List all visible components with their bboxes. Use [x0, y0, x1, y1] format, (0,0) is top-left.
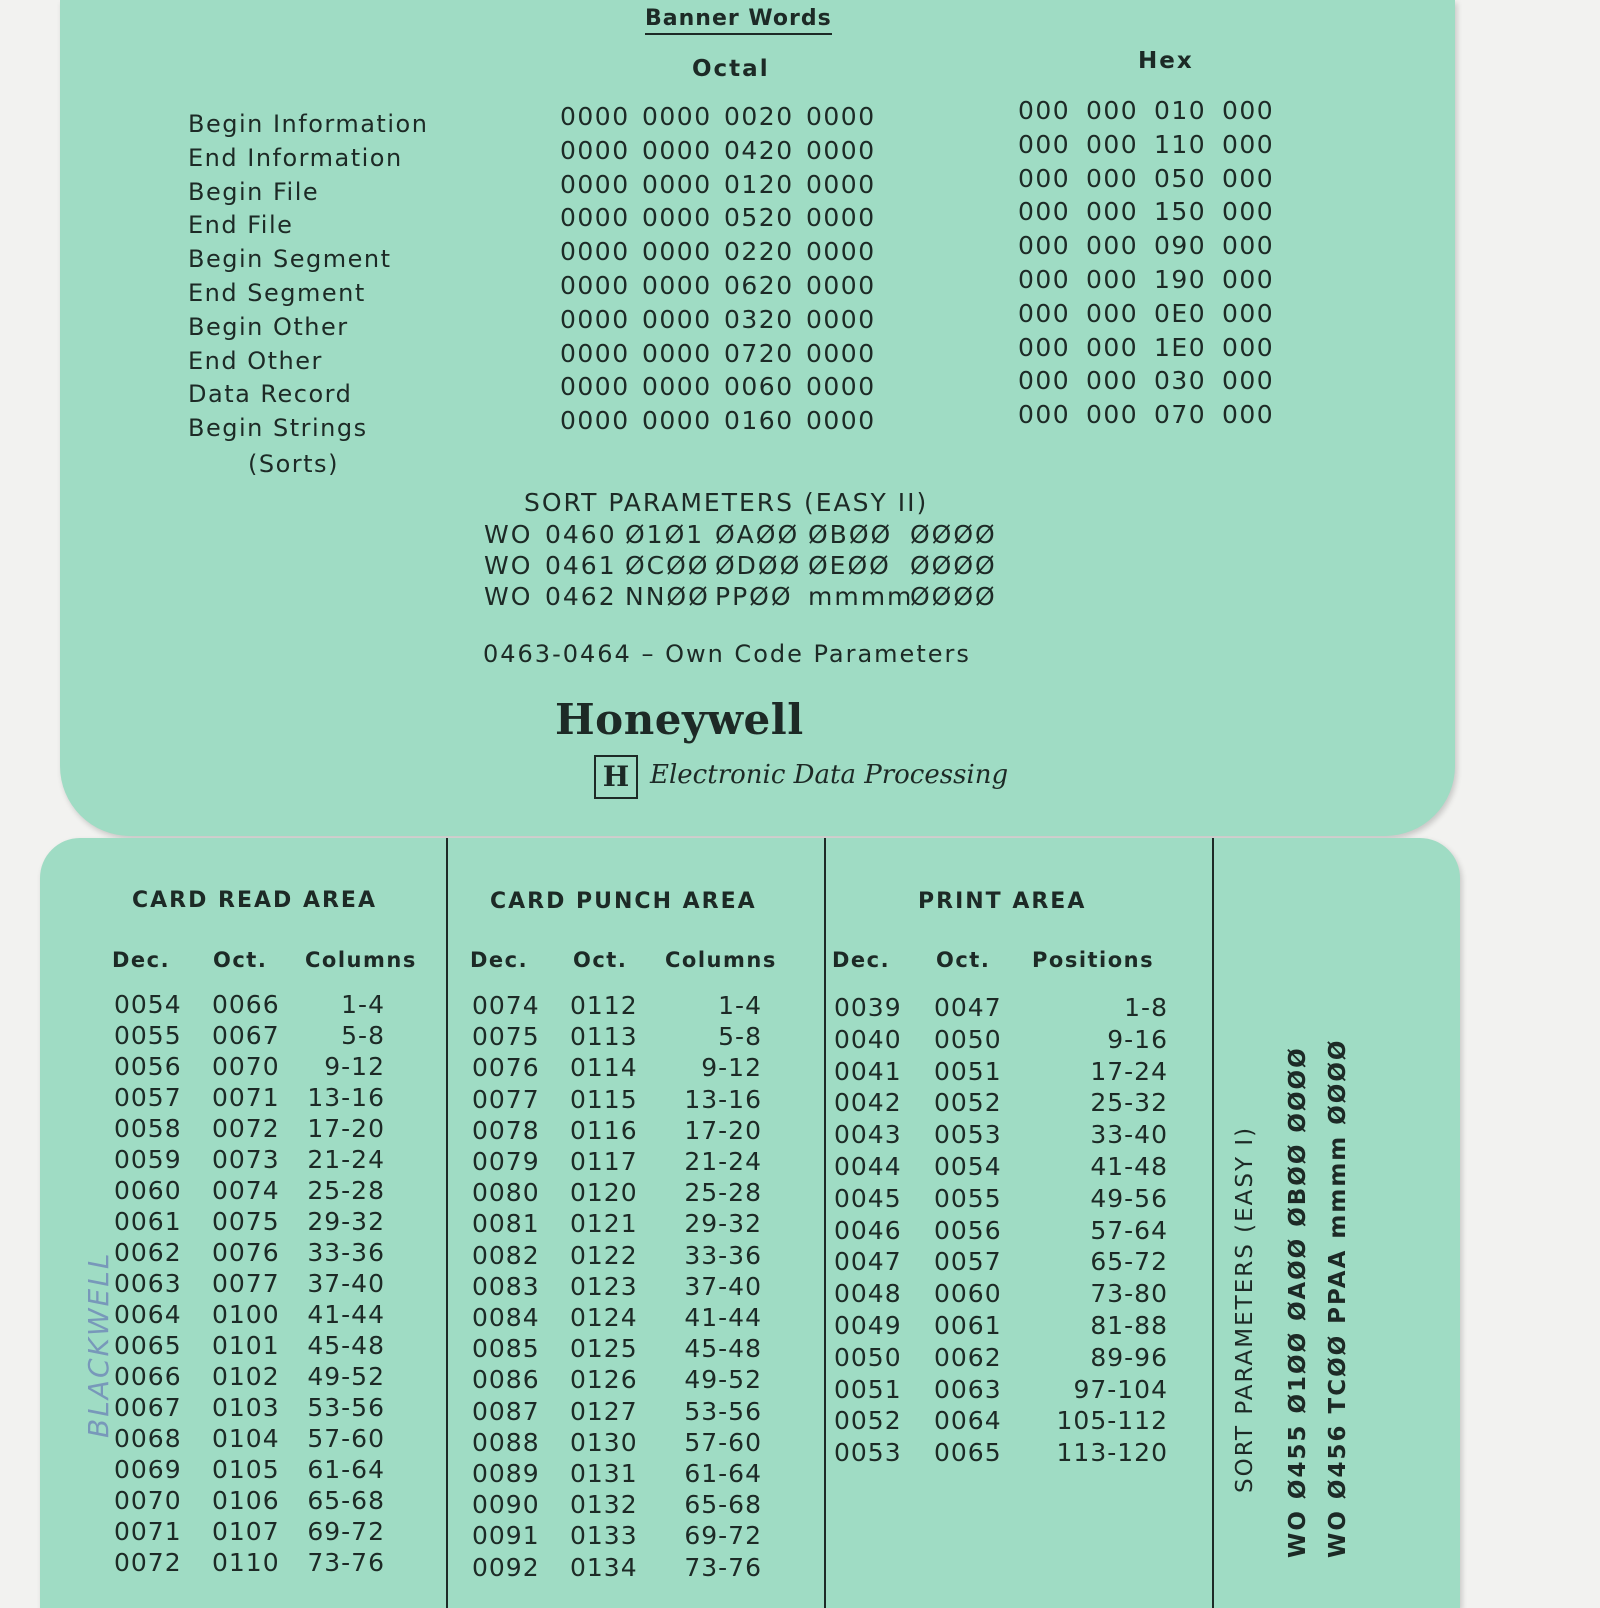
- card_punch-cell: 57-60: [684, 1427, 762, 1457]
- octal-value: 0000: [806, 304, 876, 334]
- card_punch-cell: 0125: [570, 1334, 638, 1364]
- card_punch-cell: 0075: [472, 1022, 540, 1052]
- print_area-cell: 73-80: [1090, 1279, 1168, 1309]
- card_read-cell: 25-28: [307, 1176, 385, 1205]
- print_area-cell: 0051: [934, 1056, 1002, 1086]
- hex-header: Hex: [1138, 48, 1194, 74]
- card_read-cell: 0107: [212, 1517, 280, 1546]
- card_punch-cell: 65-68: [684, 1490, 762, 1520]
- card_read-cell: 0104: [212, 1424, 280, 1453]
- print_area-cell: 0063: [934, 1374, 1002, 1404]
- card_punch-cell: 0078: [472, 1115, 540, 1145]
- card_read-cell: 0068: [114, 1424, 182, 1453]
- card_read-cell: 0067: [114, 1393, 182, 1422]
- print_area-cell: 41-48: [1090, 1152, 1168, 1181]
- card_punch-header: Oct.: [573, 948, 628, 972]
- print_area-cell: 9-16: [1107, 1024, 1168, 1054]
- octal-value: 0000: [806, 102, 876, 131]
- column-divider: [1212, 838, 1214, 1608]
- card_read-header: Dec.: [112, 948, 171, 972]
- hex-value: 000: [1086, 129, 1139, 159]
- card_read-cell: 0074: [212, 1176, 280, 1205]
- octal-value: 0000: [642, 203, 712, 233]
- card_read-cell: 0071: [212, 1083, 280, 1112]
- card_punch-cell: 0088: [472, 1427, 540, 1457]
- card_read-cell: 49-52: [307, 1362, 385, 1391]
- card_punch-cell: 0117: [570, 1147, 638, 1176]
- card_punch-cell: 0123: [570, 1271, 638, 1301]
- print_area-cell: 0061: [934, 1311, 1002, 1340]
- sort-easy1-title: SORT PARAMETERS (EASY I): [1232, 1125, 1258, 1493]
- octal-value: 0720: [724, 338, 794, 368]
- hex-value: 000: [1222, 332, 1275, 362]
- hex-value: 150: [1154, 197, 1207, 227]
- card_read-cell: 69-72: [307, 1517, 385, 1546]
- hex-value: 110: [1154, 129, 1207, 159]
- card_punch-cell: 61-64: [684, 1459, 762, 1488]
- edp-tagline: Electronic Data Processing: [650, 760, 1009, 790]
- banner-row-label: Begin Segment: [188, 245, 392, 274]
- card_punch-cell: 0127: [570, 1396, 638, 1426]
- banner-row-label: End Segment: [188, 279, 366, 307]
- card_punch-cell: 17-20: [684, 1115, 762, 1145]
- own-code-note: 0463-0464 – Own Code Parameters: [483, 640, 971, 668]
- octal-value: 0000: [560, 237, 630, 267]
- hex-value: 000: [1222, 400, 1275, 430]
- banner-row-label: Data Record: [188, 380, 353, 409]
- octal-value: 0160: [724, 406, 794, 436]
- print_area-cell: 0048: [834, 1279, 902, 1309]
- print_area-cell: 1-8: [1124, 993, 1168, 1022]
- hex-value: 000: [1018, 400, 1071, 430]
- card_read-cell: 0102: [212, 1362, 280, 1391]
- octal-value: 0000: [642, 304, 712, 334]
- card_read-cell: 53-56: [307, 1393, 385, 1422]
- hex-value: 000: [1086, 332, 1139, 362]
- print_area-cell: 17-24: [1090, 1056, 1168, 1086]
- print_area-cell: 0047: [834, 1247, 902, 1277]
- card_punch-header: Columns: [665, 948, 777, 972]
- card_read-cell: 0105: [212, 1455, 280, 1484]
- octal-value: 0000: [560, 102, 630, 131]
- io-areas-card: [40, 838, 1460, 1608]
- card_punch-cell: 0086: [472, 1365, 540, 1395]
- card_read-cell: 33-36: [307, 1238, 385, 1267]
- banner-row-label: End Other: [188, 346, 323, 375]
- octal-value: 0000: [560, 406, 630, 436]
- print_area-header: Dec.: [832, 948, 891, 972]
- print_area-cell: 33-40: [1090, 1120, 1168, 1150]
- card_read-cell: 0076: [212, 1238, 280, 1267]
- card_punch-cell: 0116: [570, 1115, 638, 1145]
- print_area-cell: 0065: [934, 1438, 1002, 1468]
- octal-value: 0060: [724, 372, 794, 402]
- octal-value: 0000: [642, 102, 712, 131]
- card_read-cell: 0055: [114, 1021, 182, 1050]
- print_area-cell: 0043: [834, 1120, 902, 1150]
- card_punch-cell: 73-76: [684, 1552, 762, 1582]
- card-punch-title: CARD PUNCH AREA: [490, 889, 757, 914]
- octal-value: 0000: [642, 169, 712, 199]
- card_read-cell: 65-68: [307, 1486, 385, 1515]
- card_punch-cell: 0074: [472, 991, 540, 1020]
- card_read-header: Oct.: [213, 948, 268, 972]
- print_area-cell: 89-96: [1090, 1342, 1168, 1372]
- octal-value: 0000: [560, 338, 630, 368]
- card_read-cell: 0070: [114, 1486, 182, 1515]
- card_punch-cell: 0092: [472, 1552, 540, 1582]
- sorts-note: (Sorts): [248, 450, 339, 478]
- card_punch-cell: 0087: [472, 1396, 540, 1426]
- card_read-cell: 73-76: [307, 1548, 385, 1577]
- card_punch-cell: 0113: [570, 1022, 638, 1052]
- card_punch-cell: 0112: [570, 991, 638, 1020]
- banner-row-label: Begin Other: [188, 312, 349, 341]
- card_read-cell: 57-60: [307, 1424, 385, 1453]
- card_read-cell: 13-16: [307, 1083, 385, 1112]
- octal-value: 0120: [724, 169, 794, 199]
- hex-value: 190: [1154, 265, 1207, 294]
- card_punch-cell: 0114: [570, 1053, 638, 1083]
- hex-value: 000: [1018, 298, 1071, 328]
- print_area-cell: 0052: [934, 1088, 1002, 1118]
- octal-value: 0000: [642, 237, 712, 267]
- print_area-cell: 105-112: [1056, 1406, 1168, 1436]
- hex-value: 050: [1154, 163, 1207, 193]
- card_read-cell: 0106: [212, 1486, 280, 1515]
- card_punch-cell: 0081: [472, 1209, 540, 1239]
- card_punch-cell: 53-56: [684, 1396, 762, 1426]
- card_read-cell: 0075: [212, 1207, 280, 1236]
- sort-easy2-title: SORT PARAMETERS (EASY II): [524, 488, 929, 517]
- print_area-cell: 0047: [934, 993, 1002, 1022]
- hex-value: 000: [1222, 96, 1275, 125]
- card_read-cell: 0066: [114, 1362, 182, 1391]
- card_punch-cell: 25-28: [684, 1178, 762, 1208]
- octal-value: 0000: [806, 237, 876, 267]
- handwritten-name: BLACKWELL: [82, 1251, 115, 1438]
- hex-value: 000: [1018, 265, 1071, 294]
- card_read-cell: 0061: [114, 1207, 182, 1236]
- hex-value: 000: [1086, 96, 1139, 125]
- card_read-cell: 0072: [212, 1114, 280, 1143]
- sort-param-token: 0462: [545, 582, 617, 611]
- card_read-cell: 61-64: [307, 1455, 385, 1484]
- print_area-cell: 0050: [834, 1342, 902, 1372]
- hex-value: 000: [1086, 400, 1139, 430]
- sort-param-token: WO: [484, 582, 533, 611]
- sort-param-token: 0460: [545, 520, 617, 549]
- print_area-cell: 0042: [834, 1088, 902, 1118]
- octal-value: 0000: [560, 169, 630, 199]
- print_area-cell: 0056: [934, 1215, 1002, 1245]
- print_area-cell: 0060: [934, 1279, 1002, 1309]
- hex-value: 000: [1086, 298, 1139, 328]
- print_area-cell: 0062: [934, 1342, 1002, 1372]
- card_punch-cell: 9-12: [701, 1053, 762, 1083]
- sort-param-token: 0461: [545, 551, 617, 580]
- card_read-cell: 0065: [114, 1331, 182, 1360]
- octal-value: 0000: [806, 406, 876, 436]
- column-divider: [824, 838, 826, 1608]
- octal-value: 0620: [724, 271, 794, 300]
- card_read-cell: 1-4: [341, 990, 385, 1019]
- hex-value: 000: [1222, 231, 1275, 261]
- print_area-header: Positions: [1032, 948, 1155, 972]
- print_area-cell: 0046: [834, 1215, 902, 1245]
- card_read-cell: 45-48: [307, 1331, 385, 1360]
- card_read-cell: 0066: [212, 990, 280, 1019]
- card_read-cell: 0063: [114, 1269, 182, 1298]
- octal-value: 0000: [560, 271, 630, 300]
- octal-value: 0000: [806, 372, 876, 402]
- card_read-cell: 0067: [212, 1021, 280, 1050]
- card_punch-cell: 0080: [472, 1178, 540, 1208]
- hex-value: 090: [1154, 231, 1207, 261]
- print_area-cell: 0053: [934, 1120, 1002, 1150]
- card_read-cell: 0060: [114, 1176, 182, 1205]
- sort-param-token: WO: [484, 520, 533, 549]
- card_punch-cell: 0077: [472, 1084, 540, 1114]
- octal-value: 0000: [806, 169, 876, 199]
- card_read-cell: 0058: [114, 1114, 182, 1143]
- print_area-cell: 0041: [834, 1056, 902, 1086]
- card_punch-cell: 0089: [472, 1459, 540, 1488]
- card_punch-cell: 0124: [570, 1303, 638, 1332]
- octal-value: 0000: [642, 406, 712, 436]
- card_read-cell: 21-24: [307, 1145, 385, 1174]
- print_area-cell: 0039: [834, 993, 902, 1022]
- card_punch-cell: 29-32: [684, 1209, 762, 1239]
- card_read-cell: 0056: [114, 1052, 182, 1081]
- sort-param-token: ØEØØ: [808, 551, 891, 580]
- card_punch-cell: 37-40: [684, 1271, 762, 1301]
- hex-value: 000: [1018, 129, 1071, 159]
- print_area-cell: 97-104: [1073, 1374, 1168, 1404]
- print_area-cell: 57-64: [1090, 1215, 1168, 1245]
- print_area-cell: 0057: [934, 1247, 1002, 1277]
- octal-value: 0220: [724, 237, 794, 267]
- card_read-cell: 0071: [114, 1517, 182, 1546]
- print_area-cell: 0054: [934, 1152, 1002, 1181]
- card_punch-cell: 0076: [472, 1053, 540, 1083]
- sort-param-token: mmmm: [808, 582, 914, 611]
- hex-value: 000: [1018, 197, 1071, 227]
- octal-value: 0000: [560, 372, 630, 402]
- hex-value: 1E0: [1154, 332, 1207, 362]
- sort-easy1-line-1: WO Ø455 Ø1ØØ ØAØØ ØBØØ ØØØØ: [1285, 1046, 1311, 1558]
- sort-param-token: Ø1Ø1: [625, 520, 705, 549]
- octal-value: 0000: [642, 372, 712, 402]
- banner-card: [60, 0, 1455, 836]
- honeywell-h-mark: H: [594, 755, 638, 799]
- print_area-cell: 0052: [834, 1406, 902, 1436]
- print_area-cell: 49-56: [1090, 1183, 1168, 1213]
- print_area-cell: 81-88: [1090, 1311, 1168, 1340]
- print_area-cell: 0040: [834, 1024, 902, 1054]
- card_read-cell: 37-40: [307, 1269, 385, 1298]
- card_read-cell: 0054: [114, 990, 182, 1019]
- card_punch-cell: 0084: [472, 1303, 540, 1332]
- hex-value: 000: [1018, 96, 1071, 125]
- octal-value: 0520: [724, 203, 794, 233]
- card_punch-cell: 41-44: [684, 1303, 762, 1332]
- card_punch-cell: 13-16: [684, 1084, 762, 1114]
- print_area-cell: 0050: [934, 1024, 1002, 1054]
- hex-value: 000: [1018, 163, 1071, 193]
- hex-value: 000: [1222, 163, 1275, 193]
- card_read-cell: 0064: [114, 1300, 182, 1329]
- card_punch-cell: 0130: [570, 1427, 638, 1457]
- sort-param-token: ØDØØ: [715, 551, 802, 580]
- card_punch-header: Dec.: [470, 948, 529, 972]
- sort-param-token: NNØØ: [625, 582, 710, 611]
- card_read-cell: 0070: [212, 1052, 280, 1081]
- hex-value: 000: [1222, 129, 1275, 159]
- print_area-cell: 0051: [834, 1374, 902, 1404]
- sort-param-token: ØCØØ: [625, 551, 710, 580]
- card_read-cell: 17-20: [307, 1114, 385, 1143]
- banner-row-label: Begin Strings: [188, 414, 368, 443]
- card_read-cell: 0100: [212, 1300, 280, 1329]
- card_punch-cell: 0083: [472, 1271, 540, 1301]
- column-divider: [446, 838, 448, 1608]
- hex-value: 000: [1018, 332, 1071, 362]
- sort-param-token: PPØØ: [715, 582, 793, 611]
- card_read-cell: 0073: [212, 1145, 280, 1174]
- honeywell-logo: Honeywell: [555, 695, 804, 744]
- card_punch-cell: 69-72: [684, 1521, 762, 1551]
- octal-value: 0000: [806, 135, 876, 165]
- card_read-cell: 0110: [212, 1548, 280, 1577]
- banner-row-label: Begin Information: [188, 110, 429, 138]
- card_read-cell: 0057: [114, 1083, 182, 1112]
- print_area-header: Oct.: [936, 948, 991, 972]
- card_punch-cell: 45-48: [684, 1334, 762, 1364]
- octal-value: 0420: [724, 135, 794, 165]
- banner-row-label: Begin File: [188, 177, 320, 206]
- hex-value: 000: [1018, 366, 1071, 396]
- card_punch-cell: 0122: [570, 1240, 638, 1270]
- sort-param-token: ØBØØ: [808, 520, 893, 549]
- hex-value: 000: [1222, 298, 1275, 328]
- print_area-cell: 0045: [834, 1183, 902, 1213]
- hex-value: 000: [1086, 231, 1139, 261]
- card_punch-cell: 0132: [570, 1490, 638, 1520]
- card_punch-cell: 0079: [472, 1147, 540, 1176]
- sort-param-token: ØAØØ: [715, 520, 800, 549]
- card_read-cell: 29-32: [307, 1207, 385, 1236]
- hex-value: 000: [1086, 366, 1139, 396]
- card_punch-cell: 0121: [570, 1209, 638, 1239]
- hex-value: 000: [1018, 231, 1071, 261]
- card_punch-cell: 0085: [472, 1334, 540, 1364]
- banner-title: Banner Words: [645, 6, 832, 35]
- card_read-cell: 0059: [114, 1145, 182, 1174]
- card_punch-cell: 0134: [570, 1552, 638, 1582]
- print_area-cell: 0049: [834, 1311, 902, 1340]
- card_punch-cell: 0120: [570, 1178, 638, 1208]
- card_read-cell: 0103: [212, 1393, 280, 1422]
- card_read-cell: 5-8: [341, 1021, 385, 1050]
- print_area-cell: 113-120: [1056, 1438, 1168, 1468]
- card_read-cell: 0072: [114, 1548, 182, 1577]
- card_read-cell: 9-12: [324, 1052, 385, 1081]
- sort-param-token: ØØØØ: [910, 551, 997, 580]
- banner-row-label: End Information: [188, 143, 403, 172]
- octal-header: Octal: [692, 56, 770, 82]
- hex-value: 000: [1086, 163, 1139, 193]
- print_area-cell: 0044: [834, 1152, 902, 1181]
- print_area-cell: 0055: [934, 1183, 1002, 1213]
- print-area-title: PRINT AREA: [918, 889, 1087, 914]
- card_punch-cell: 0090: [472, 1490, 540, 1520]
- card_punch-cell: 0115: [570, 1084, 638, 1114]
- card_punch-cell: 1-4: [718, 991, 762, 1020]
- card_punch-cell: 49-52: [684, 1365, 762, 1395]
- card_punch-cell: 33-36: [684, 1240, 762, 1270]
- hex-value: 000: [1222, 265, 1275, 294]
- card_punch-cell: 0131: [570, 1459, 638, 1488]
- octal-value: 0000: [806, 271, 876, 300]
- hex-value: 000: [1222, 197, 1275, 227]
- octal-value: 0000: [560, 135, 630, 165]
- hex-value: 000: [1086, 265, 1139, 294]
- octal-value: 0000: [642, 135, 712, 165]
- octal-value: 0320: [724, 304, 794, 334]
- card_punch-cell: 0133: [570, 1521, 638, 1551]
- card_read-cell: 0101: [212, 1331, 280, 1360]
- print_area-cell: 0053: [834, 1438, 902, 1468]
- octal-value: 0000: [560, 203, 630, 233]
- print_area-cell: 25-32: [1090, 1088, 1168, 1118]
- hex-value: 000: [1086, 197, 1139, 227]
- print_area-cell: 65-72: [1090, 1247, 1168, 1277]
- card_punch-cell: 5-8: [718, 1022, 762, 1052]
- card_punch-cell: 21-24: [684, 1147, 762, 1176]
- print_area-cell: 0064: [934, 1406, 1002, 1436]
- octal-value: 0000: [806, 338, 876, 368]
- octal-value: 0000: [642, 271, 712, 300]
- sort-easy1-line-2: WO Ø456 TCØØ PPAA mmmm ØØØØ: [1325, 1038, 1351, 1558]
- octal-value: 0020: [724, 102, 794, 131]
- card_read-cell: 0069: [114, 1455, 182, 1484]
- hex-value: 000: [1222, 366, 1275, 396]
- card_punch-cell: 0091: [472, 1521, 540, 1551]
- sort-param-token: ØØØØ: [910, 520, 997, 549]
- card_punch-cell: 0126: [570, 1365, 638, 1395]
- card-read-title: CARD READ AREA: [132, 888, 377, 913]
- card_read-cell: 0062: [114, 1238, 182, 1267]
- hex-value: 010: [1154, 96, 1207, 125]
- banner-row-label: End File: [188, 211, 294, 240]
- hex-value: 030: [1154, 366, 1207, 396]
- card_read-cell: 0077: [212, 1269, 280, 1298]
- card_read-header: Columns: [305, 948, 417, 972]
- card_punch-cell: 0082: [472, 1240, 540, 1270]
- octal-value: 0000: [560, 304, 630, 334]
- octal-value: 0000: [806, 203, 876, 233]
- card_read-cell: 41-44: [307, 1300, 385, 1329]
- sort-param-token: ØØØØ: [910, 582, 997, 611]
- hex-value: 070: [1154, 400, 1207, 430]
- sort-param-token: WO: [484, 551, 533, 580]
- octal-value: 0000: [642, 338, 712, 368]
- hex-value: 0E0: [1154, 298, 1207, 328]
